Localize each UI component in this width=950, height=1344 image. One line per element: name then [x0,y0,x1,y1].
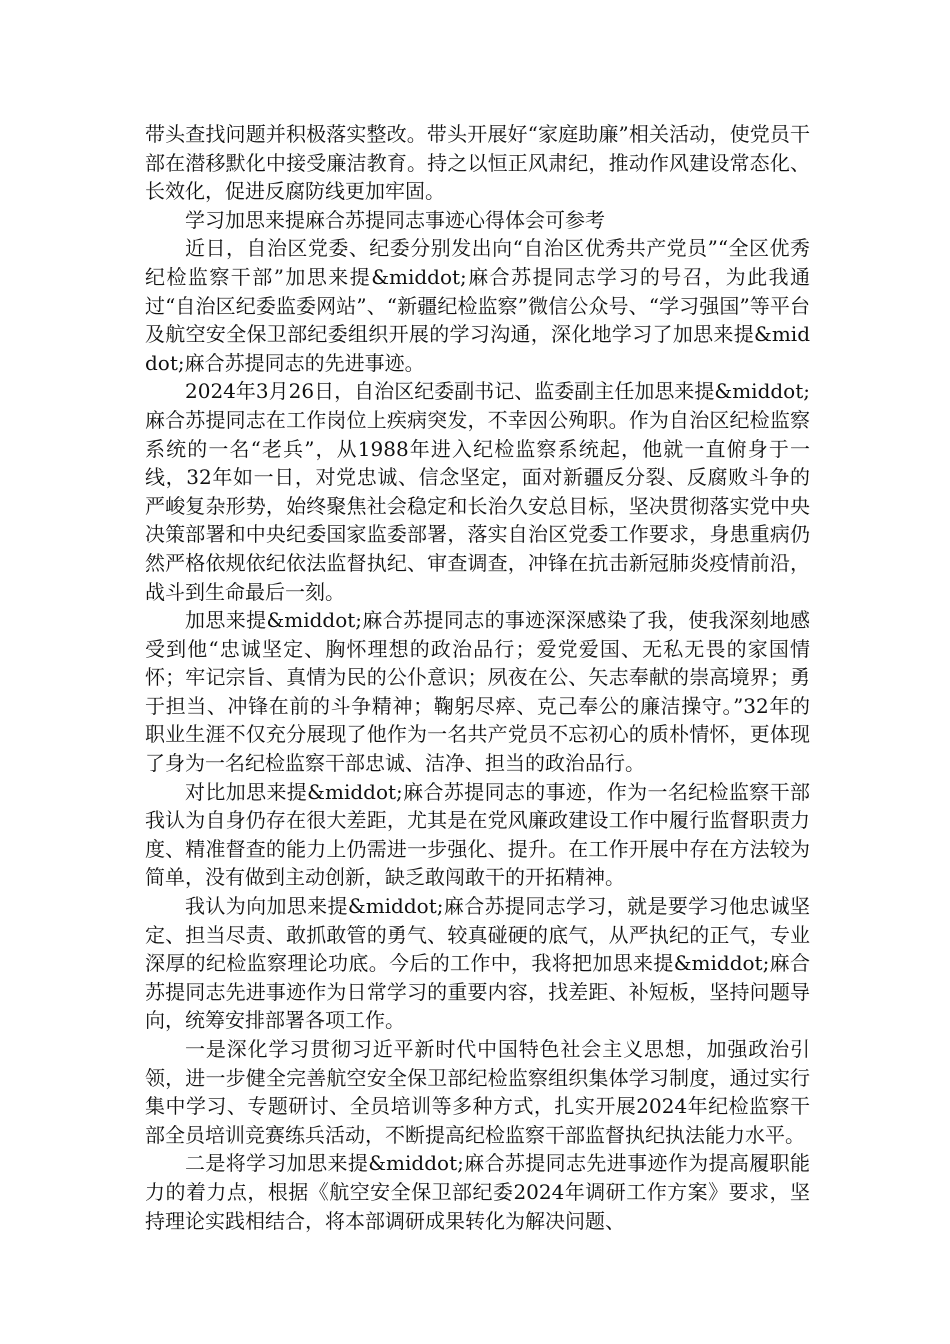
paragraph: 加思来提&middot;麻合苏提同志的事迹深深感染了我，使我深刻地感受到他“忠诚坚定、胸怀理想的政治品行；爱党爱国、无私无畏的家国情怀；牢记宗旨、真情为民的公仆意识；夙夜在公、矢志奉献的崇高境界；勇于担当、冲锋在前的斗争精神；鞠躬尽瘁、克己奉公的廉洁操守。”32年的职业生涯不仅充分展现了他作为一名共产党员不忘初心的质朴情怀，更体现了身为一名纪检监察干部忠诚、洁净、担当的政治品行。 [145,608,810,776]
paragraph: 2024年3月26日，自治区纪委副书记、监委副主任加思来提&middot;麻合苏提同志在工作岗位上疾病突发，不幸因公殉职。作为自治区纪检监察系统的一名“老兵”，从1988年进入纪检监察系统起，他就一直俯身于一线，32年如一日，对党忠诚、信念坚定，面对新疆反分裂、反腐败斗争的严峻复杂形势，始终聚焦社会稳定和长治久安总目标，坚决贯彻落实党中央决策部署和中央纪委国家监委部署，落实自治区党委工作要求，身患重病仍然严格依规依纪依法监督执纪、审查调查，冲锋在抗击新冠肺炎疫情前沿，战斗到生命最后一刻。 [145,379,810,604]
paragraph: 我认为向加思来提&middot;麻合苏提同志学习，就是要学习他忠诚坚定、担当尽责、敢抓敢管的勇气、较真碰硬的底气，从严执纪的正气，专业深厚的纪检监察理论功底。今后的工作中，我将把加思来提&middot;麻合苏提同志先进事迹作为日常学习的重要内容，找差距、补短板，坚持问题导向，统筹安排部署各项工作。 [145,894,810,1033]
paragraph: 一是深化学习贯彻习近平新时代中国特色社会主义思想，加强政治引领，进一步健全完善航空安全保卫部纪检监察组织集体学习制度，通过实行集中学习、专题研讨、全员培训等多种方式，扎实开展2024年纪检监察干部全员培训竞赛练兵活动，不断提高纪检监察干部监督执纪执法能力水平。 [145,1037,810,1147]
paragraph: 对比加思来提&middot;麻合苏提同志的事迹，作为一名纪检监察干部我认为自身仍存在很大差距，尤其是在党风廉政建设工作中履行监督职责力度、精准督查的能力上仍需进一步强化、提升。在工作开展中存在方法较为简单，没有做到主动创新，缺乏敢闯敢干的开拓精神。 [145,779,810,890]
paragraph: 二是将学习加思来提&middot;麻合苏提同志先进事迹作为提高履职能力的着力点，根据《航空安全保卫部纪委2024年调研工作方案》要求，坚持理论实践相结合，将本部调研成果转化为解决问题、 [145,1151,810,1233]
paragraph-continuation: 带头查找问题并积极落实整改。带头开展好“家庭助廉”相关活动，使党员干部在潜移默化中接受廉洁教育。持之以恒正风肃纪，推动作风建设常态化、长效化，促进反腐防线更加牢固。 [145,122,810,204]
paragraph: 近日，自治区党委、纪委分别发出向“自治区优秀共产党员”“全区优秀纪检监察干部”加思来提&middot;麻合苏提同志学习的号召，为此我通过“自治区纪委监委网站”、“新疆纪检监察”微信公众号、“学习强国”等平台及航空安全保卫部纪委组织开展的学习沟通，深化地学习了加思来提&middot;麻合苏提同志的先进事迹。 [145,236,810,375]
document-title: 学习加思来提麻合苏提同志事迹心得体会可参考 [185,207,605,232]
document-page [145,120,810,1235]
